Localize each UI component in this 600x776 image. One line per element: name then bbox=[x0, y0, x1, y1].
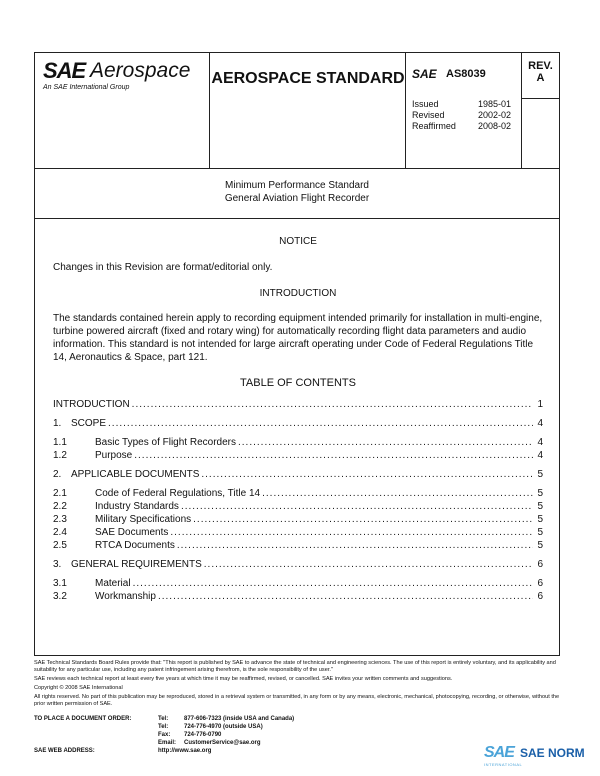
sae-mark: SAE bbox=[412, 67, 437, 81]
toc-entry[interactable] bbox=[53, 577, 543, 590]
toc-leader bbox=[238, 436, 533, 449]
subject-block bbox=[35, 169, 559, 219]
table-of-contents bbox=[53, 398, 543, 603]
toc-label: Code of Federal Regulations, Title 14 bbox=[95, 488, 261, 499]
date-row-issued bbox=[412, 99, 518, 110]
toc-leader bbox=[132, 398, 533, 411]
toc-entry[interactable] bbox=[53, 436, 543, 449]
subject-line-1: Minimum Performance Standard bbox=[225, 180, 369, 191]
logo-subtitle: An SAE International Group bbox=[43, 84, 130, 91]
toc-number: 1.1 bbox=[53, 437, 67, 448]
toc-leader bbox=[181, 500, 533, 513]
sae-norm-subtext: INTERNATIONAL bbox=[484, 762, 523, 767]
toc-number: 2.2 bbox=[53, 501, 67, 512]
toc-entry[interactable] bbox=[53, 398, 543, 411]
toc-entry[interactable] bbox=[53, 449, 543, 462]
toc-page: 4 bbox=[537, 450, 543, 461]
toc-page: 5 bbox=[537, 527, 543, 538]
date-value: 2008-02 bbox=[478, 121, 512, 131]
sae-logo: SAE bbox=[43, 58, 86, 83]
toc-label: SAE Documents bbox=[95, 527, 169, 538]
document-type-title: AEROSPACE STANDARD bbox=[211, 70, 405, 87]
toc-leader bbox=[204, 558, 533, 571]
document-number: AS8039 bbox=[446, 68, 486, 80]
tel2-label: Tel: bbox=[158, 724, 169, 730]
toc-label: INTRODUCTION bbox=[53, 399, 130, 410]
toc-page: 5 bbox=[537, 540, 543, 551]
toc-number: 2.5 bbox=[53, 540, 67, 551]
title-cell bbox=[210, 53, 406, 169]
toc-entry[interactable] bbox=[53, 590, 543, 603]
logo-cell bbox=[35, 53, 210, 169]
toc-leader bbox=[134, 449, 533, 462]
toc-label: Industry Standards bbox=[95, 501, 179, 512]
sae-norm-logo bbox=[484, 744, 594, 768]
fax-label: Fax: bbox=[158, 732, 171, 738]
toc-page: 1 bbox=[537, 399, 543, 410]
toc-number: 1.2 bbox=[53, 450, 67, 461]
toc-leader bbox=[108, 417, 533, 430]
date-list bbox=[412, 99, 518, 132]
toc-number: 2.3 bbox=[53, 514, 67, 525]
toc-label: Military Specifications bbox=[95, 514, 192, 525]
rev-label: REV. bbox=[528, 60, 553, 72]
email-link[interactable]: CustomerService@sae.org bbox=[184, 740, 261, 746]
toc-entry[interactable] bbox=[53, 558, 543, 571]
notice-heading: NOTICE bbox=[279, 236, 317, 247]
toc-label: SCOPE bbox=[71, 418, 107, 429]
legal-footer bbox=[34, 660, 564, 710]
date-row-revised bbox=[412, 110, 518, 121]
tel-label: Tel: bbox=[158, 716, 169, 722]
toc-number: 2.4 bbox=[53, 527, 67, 538]
toc-page: 5 bbox=[537, 469, 543, 480]
toc-label: APPLICABLE DOCUMENTS bbox=[71, 469, 200, 480]
toc-leader bbox=[177, 539, 533, 552]
toc-number: 3. bbox=[53, 559, 62, 570]
toc-leader bbox=[193, 513, 533, 526]
footer-review: SAE reviews each technical report at least every five years at which time it may be reaffirmed, revised, or cancelled. SAE invites your written comments and suggestions. bbox=[34, 676, 453, 682]
date-label: Issued bbox=[412, 99, 439, 109]
tel2-value[interactable]: 724-776-4970 (outside USA) bbox=[184, 724, 263, 730]
toc-page: 4 bbox=[537, 437, 543, 448]
web-label: SAE WEB ADDRESS: bbox=[34, 748, 95, 754]
notice-text: Changes in this Revision are format/editorial only. bbox=[53, 262, 273, 273]
toc-entry[interactable] bbox=[53, 468, 543, 481]
footer-copyright: Copyright © 2008 SAE International bbox=[34, 685, 123, 691]
toc-label: RTCA Documents bbox=[95, 540, 175, 551]
web-link[interactable]: http://www.sae.org bbox=[158, 748, 212, 754]
toc-entry[interactable] bbox=[53, 539, 543, 552]
toc-label: Basic Types of Flight Recorders bbox=[95, 437, 236, 448]
sae-norm-text: SAE NORM bbox=[520, 746, 585, 760]
doc-number-cell bbox=[406, 53, 522, 169]
revision-label bbox=[522, 60, 559, 84]
toc-entry[interactable] bbox=[53, 487, 543, 500]
toc-label: Material bbox=[95, 578, 131, 589]
toc-label: Workmanship bbox=[95, 591, 156, 602]
introduction-heading: INTRODUCTION bbox=[259, 288, 337, 299]
toc-number: 3.2 bbox=[53, 591, 67, 602]
footer-rules: SAE Technical Standards Board Rules provide that: "This report is published by SAE to advance the state of technical and engineering sciences. The use of this report is entirely voluntary, and its applicability and suitability for any particular use, including any patent infringement arising therefrom, is the sole responsibility of the user." bbox=[34, 660, 556, 673]
date-value: 2002-02 bbox=[478, 110, 512, 120]
fax-value: 724-776-0790 bbox=[184, 732, 222, 738]
email-label: Email: bbox=[158, 740, 177, 746]
subject-line-2: General Aviation Flight Recorder bbox=[224, 193, 370, 204]
revision-cell bbox=[522, 53, 559, 99]
order-label: TO PLACE A DOCUMENT ORDER: bbox=[34, 716, 132, 722]
toc-label: GENERAL REQUIREMENTS bbox=[71, 559, 202, 570]
toc-page: 5 bbox=[537, 501, 543, 512]
toc-page: 5 bbox=[537, 488, 543, 499]
toc-entry[interactable] bbox=[53, 513, 543, 526]
document-frame bbox=[34, 52, 560, 656]
toc-number: 1. bbox=[53, 418, 62, 429]
toc-leader bbox=[262, 487, 533, 500]
toc-page: 6 bbox=[537, 591, 543, 602]
toc-entry[interactable] bbox=[53, 417, 543, 430]
toc-leader bbox=[201, 468, 533, 481]
toc-page: 5 bbox=[537, 514, 543, 525]
toc-number: 2. bbox=[53, 469, 62, 480]
aerospace-logo-text: Aerospace bbox=[90, 59, 191, 82]
introduction-text: The standards contained herein apply to recording equipment intended primarily for installation in multi-engine, turbine powered aircraft (fixed and rotary wing) for automatically recording flight data parameters and audio information. This standard is not intended for large aircraft operating under Code of Federal Regulations Title 14, Aeronautics & Space, part 121. bbox=[53, 313, 543, 363]
toc-leader bbox=[133, 577, 533, 590]
date-value: 1985-01 bbox=[478, 99, 512, 109]
header-block bbox=[35, 53, 559, 169]
toc-label: Purpose bbox=[95, 450, 133, 461]
toc-page: 6 bbox=[537, 578, 543, 589]
toc-entry[interactable] bbox=[53, 526, 543, 539]
footer-rights: All rights reserved. No part of this publication may be reproduced, stored in a retrieval system or transmitted, in any form or by any means, electronic, mechanical, photocopying, recording, or otherwise, without the prior written permission of SAE. bbox=[34, 694, 560, 707]
toc-leader bbox=[158, 590, 533, 603]
date-label: Reaffirmed bbox=[412, 121, 456, 131]
toc-page: 6 bbox=[537, 559, 543, 570]
date-row-reaffirmed bbox=[412, 121, 518, 132]
toc-leader bbox=[170, 526, 533, 539]
rev-value: A bbox=[536, 72, 545, 84]
date-label: Revised bbox=[412, 110, 445, 120]
toc-entry[interactable] bbox=[53, 500, 543, 513]
sae-norm-mark: SAE bbox=[484, 744, 514, 761]
toc-number: 2.1 bbox=[53, 488, 67, 499]
toc-heading: TABLE OF CONTENTS bbox=[240, 377, 356, 389]
toc-number: 3.1 bbox=[53, 578, 67, 589]
document-body bbox=[53, 225, 543, 603]
tel-value[interactable]: 877-606-7323 (inside USA and Canada) bbox=[184, 716, 295, 722]
toc-page: 4 bbox=[537, 418, 543, 429]
